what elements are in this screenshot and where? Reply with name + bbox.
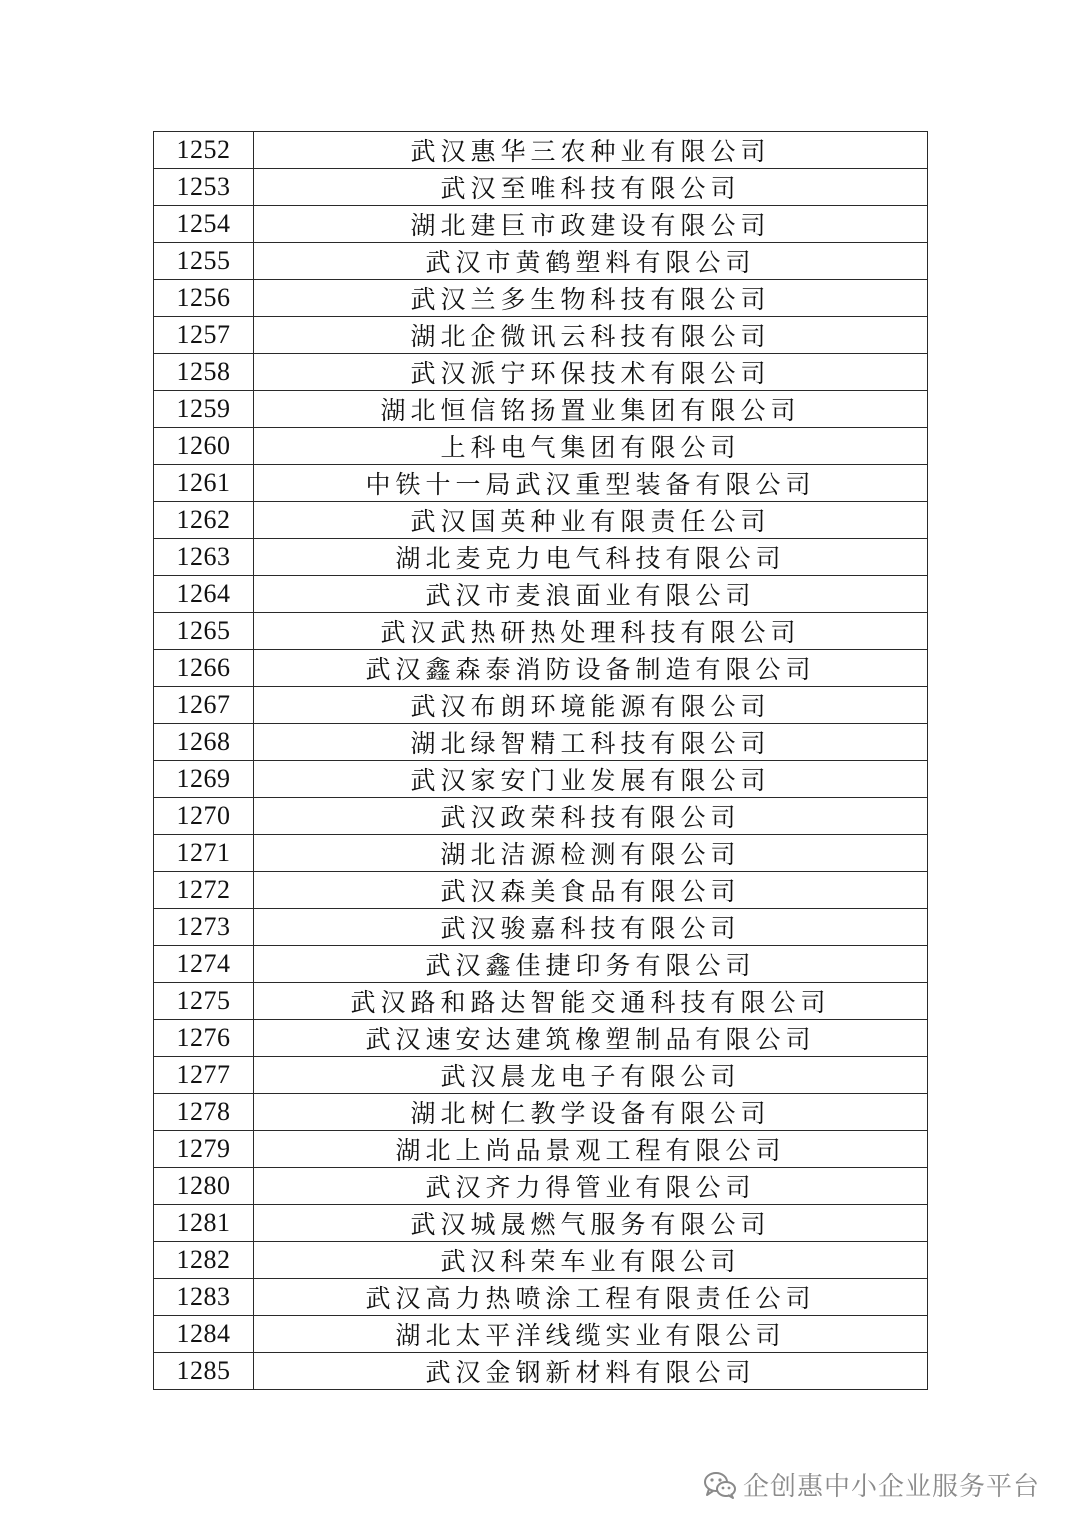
row-number: 1269	[154, 761, 254, 798]
row-number: 1282	[154, 1242, 254, 1279]
company-name: 武汉速安达建筑橡塑制品有限公司	[254, 1020, 928, 1057]
table-row	[154, 465, 928, 502]
row-number: 1271	[154, 835, 254, 872]
table-row	[154, 1094, 928, 1131]
company-name: 武汉政荣科技有限公司	[254, 798, 928, 835]
table-row	[154, 132, 928, 169]
table-row	[154, 502, 928, 539]
table-row	[154, 391, 928, 428]
wechat-icon	[703, 1470, 737, 1500]
table-row	[154, 872, 928, 909]
row-number: 1276	[154, 1020, 254, 1057]
table-row	[154, 428, 928, 465]
row-number: 1256	[154, 280, 254, 317]
company-name: 武汉兰多生物科技有限公司	[254, 280, 928, 317]
company-name: 武汉派宁环保技术有限公司	[254, 354, 928, 391]
row-number: 1277	[154, 1057, 254, 1094]
table-row	[154, 613, 928, 650]
table-body	[154, 132, 928, 1390]
row-number: 1284	[154, 1316, 254, 1353]
company-name: 武汉家安门业发展有限公司	[254, 761, 928, 798]
row-number: 1285	[154, 1353, 254, 1390]
company-name: 武汉齐力得管业有限公司	[254, 1168, 928, 1205]
row-number: 1262	[154, 502, 254, 539]
row-number: 1255	[154, 243, 254, 280]
row-number: 1278	[154, 1094, 254, 1131]
table-row	[154, 1057, 928, 1094]
table-row	[154, 169, 928, 206]
table-row	[154, 243, 928, 280]
row-number: 1280	[154, 1168, 254, 1205]
row-number: 1252	[154, 132, 254, 169]
table-row	[154, 724, 928, 761]
company-name: 上科电气集团有限公司	[254, 428, 928, 465]
row-number: 1263	[154, 539, 254, 576]
table-row	[154, 1279, 928, 1316]
row-number: 1281	[154, 1205, 254, 1242]
watermark	[703, 1466, 1040, 1503]
table-row	[154, 761, 928, 798]
company-name: 武汉至唯科技有限公司	[254, 169, 928, 206]
company-name: 中铁十一局武汉重型装备有限公司	[254, 465, 928, 502]
table-row	[154, 206, 928, 243]
row-number: 1258	[154, 354, 254, 391]
row-number: 1270	[154, 798, 254, 835]
company-name: 湖北上尚品景观工程有限公司	[254, 1131, 928, 1168]
row-number: 1259	[154, 391, 254, 428]
company-name: 湖北太平洋线缆实业有限公司	[254, 1316, 928, 1353]
company-name: 武汉城晟燃气服务有限公司	[254, 1205, 928, 1242]
company-name: 湖北树仁教学设备有限公司	[254, 1094, 928, 1131]
table-row	[154, 1316, 928, 1353]
row-number: 1274	[154, 946, 254, 983]
company-name: 湖北洁源检测有限公司	[254, 835, 928, 872]
table-row	[154, 317, 928, 354]
company-name: 武汉森美食品有限公司	[254, 872, 928, 909]
table-row	[154, 1020, 928, 1057]
row-number: 1283	[154, 1279, 254, 1316]
table-row	[154, 1131, 928, 1168]
table-row	[154, 909, 928, 946]
company-name: 湖北麦克力电气科技有限公司	[254, 539, 928, 576]
company-name: 湖北绿智精工科技有限公司	[254, 724, 928, 761]
table-row	[154, 280, 928, 317]
table-row	[154, 835, 928, 872]
company-name: 武汉金钢新材料有限公司	[254, 1353, 928, 1390]
company-name: 武汉晨龙电子有限公司	[254, 1057, 928, 1094]
company-name: 武汉鑫森泰消防设备制造有限公司	[254, 650, 928, 687]
watermark-text: 企创惠中小企业服务平台	[742, 1472, 1040, 1502]
row-number: 1275	[154, 983, 254, 1020]
row-number: 1279	[154, 1131, 254, 1168]
row-number: 1257	[154, 317, 254, 354]
table-row	[154, 983, 928, 1020]
company-name: 湖北建巨市政建设有限公司	[254, 206, 928, 243]
row-number: 1266	[154, 650, 254, 687]
row-number: 1260	[154, 428, 254, 465]
table-row	[154, 1168, 928, 1205]
row-number: 1253	[154, 169, 254, 206]
company-name: 武汉市黄鹤塑料有限公司	[254, 243, 928, 280]
table-row	[154, 798, 928, 835]
company-name: 武汉高力热喷涂工程有限责任公司	[254, 1279, 928, 1316]
table-row	[154, 539, 928, 576]
table-row	[154, 687, 928, 724]
company-name: 武汉武热研热处理科技有限公司	[254, 613, 928, 650]
company-name: 武汉科荣车业有限公司	[254, 1242, 928, 1279]
row-number: 1272	[154, 872, 254, 909]
row-number: 1268	[154, 724, 254, 761]
table-row	[154, 650, 928, 687]
row-number: 1264	[154, 576, 254, 613]
company-name: 武汉惠华三农种业有限公司	[254, 132, 928, 169]
table-row	[154, 1205, 928, 1242]
company-list-table	[153, 131, 928, 1390]
row-number: 1261	[154, 465, 254, 502]
table-row	[154, 354, 928, 391]
company-name: 武汉鑫佳捷印务有限公司	[254, 946, 928, 983]
company-name: 武汉市麦浪面业有限公司	[254, 576, 928, 613]
company-name: 湖北企微讯云科技有限公司	[254, 317, 928, 354]
row-number: 1265	[154, 613, 254, 650]
company-name: 武汉骏嘉科技有限公司	[254, 909, 928, 946]
table-row	[154, 1353, 928, 1390]
row-number: 1267	[154, 687, 254, 724]
company-name: 武汉国英种业有限责任公司	[254, 502, 928, 539]
row-number: 1273	[154, 909, 254, 946]
table-row	[154, 576, 928, 613]
row-number: 1254	[154, 206, 254, 243]
company-name: 武汉布朗环境能源有限公司	[254, 687, 928, 724]
company-name: 武汉路和路达智能交通科技有限公司	[254, 983, 928, 1020]
company-name: 湖北恒信铭扬置业集团有限公司	[254, 391, 928, 428]
table-row	[154, 1242, 928, 1279]
table-row	[154, 946, 928, 983]
